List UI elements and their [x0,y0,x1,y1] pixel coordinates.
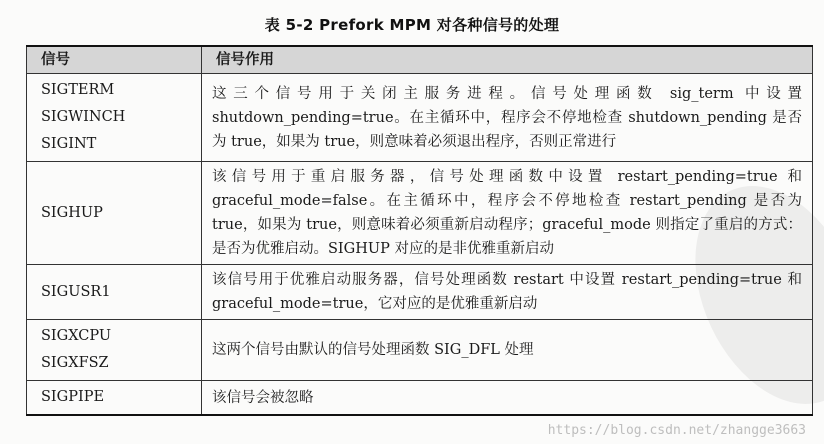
signal-description: 该信号会被忽略 [202,381,813,416]
table-row [27,265,813,320]
signal-name: SIGUSR1 [41,283,111,300]
signal-name: SIGPIPE [41,389,105,405]
signal-table [26,45,813,416]
signal-name: SIGWINCH [41,109,126,125]
signal-description: 该信号用于重启服务器，信号处理函数中设置 restart_pending=true 和 graceful_mode=false。在主循环中，程序会不停地检查 restart_pending 是否为 true，如果为 true，则意味着必须重新启动程序；graceful_mode 则指定了重启的方式：是否为优雅启动。SIGHUP 对应的是非优雅重新启动 [202,162,813,265]
table-row [27,162,813,265]
signal-name: SIGINT [41,136,97,152]
header-purpose: 信号作用 [202,46,813,74]
signal-cell [27,265,202,320]
table-caption: 表 5-2 Prefork MPM 对各种信号的处理 [264,16,560,34]
signal-name: SIGXCPU [41,328,112,344]
signal-name: SIGTERM [41,82,115,98]
watermark-url: https://blog.csdn.net/zhangge3663 [547,423,806,438]
signal-description: 这两个信号由默认的信号处理函数 SIG_DFL 处理 [202,320,813,381]
table-row [27,381,813,416]
signal-cell [27,381,202,416]
table-header-row [27,46,813,74]
header-signal: 信号 [27,46,202,74]
table-row [27,74,813,162]
signal-cell [27,320,202,381]
signal-description: 该信号用于优雅启动服务器，信号处理函数 restart 中设置 restart_pending=true 和 graceful_mode=true，它对应的是优雅重新启动 [202,265,813,320]
signal-description: 这三个信号用于关闭主服务进程。信号处理函数 sig_term 中设置 shutdown_pending=true。在主循环中，程序会不停地检查 shutdown_pending 是否为 true，如果为 true，则意味着必须退出程序，否则正常进行 [202,74,813,162]
signal-cell [27,162,202,265]
signal-cell [27,74,202,162]
table-row [27,320,813,381]
signal-name: SIGHUP [41,204,103,221]
signal-name: SIGXFSZ [41,355,109,371]
